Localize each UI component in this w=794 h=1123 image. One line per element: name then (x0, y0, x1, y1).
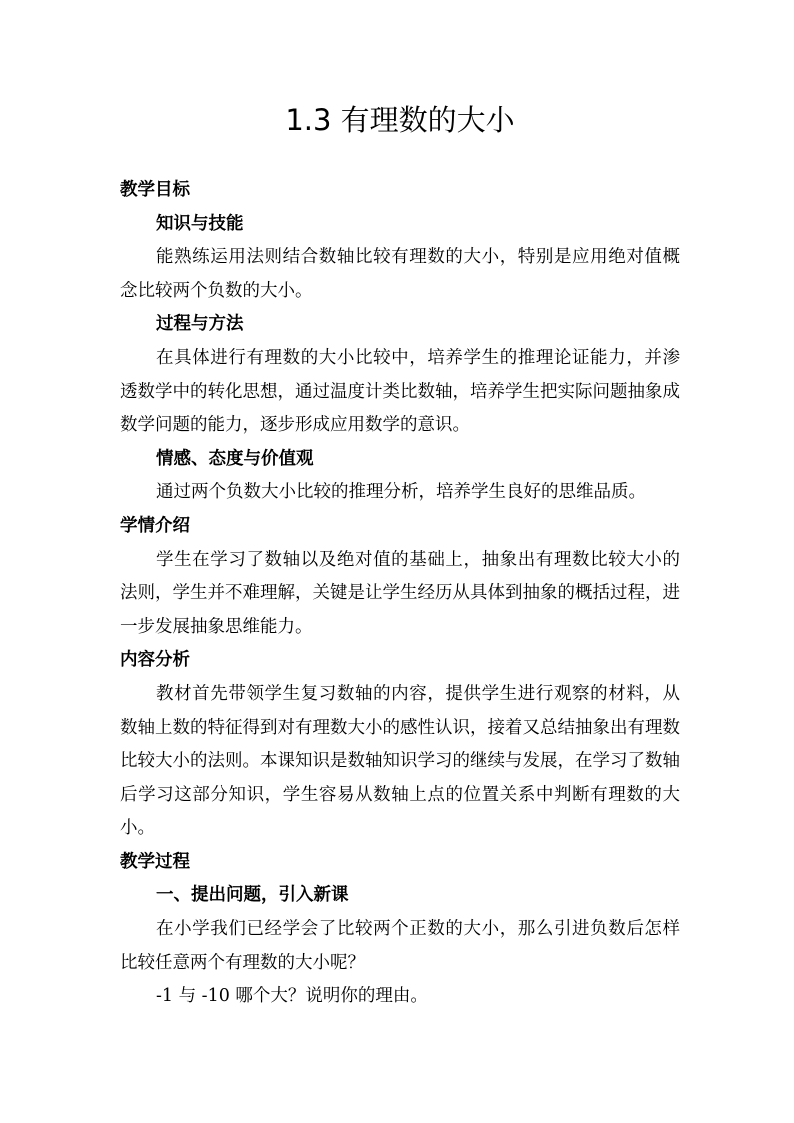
subheading-knowledge: 知识与技能 (156, 213, 244, 234)
paragraph-process-method: 在具体进行有理数的大小比较中，培养学生的推理论证能力，并渗透数学中的转化思想，通过温度计类比数轴，培养学生把实际问题抽象成数学问题的能力，逐步形成应用数学的意识。 (120, 347, 680, 436)
section-heading-objectives: 教学目标 (120, 180, 190, 200)
paragraph-content: 教材首先带领学生复习数轴的内容，提供学生进行观察的材料，从数轴上数的特征得到对有理数大小的感性认识，接着又总结抽象出有理数比较大小的法则。本课知识是数轴知识学习的继续与发展，在学习了数轴后学习这部分知识，学生容易从数轴上点的位置关系中判断有理数的大小。 (120, 683, 680, 839)
document-body (120, 174, 680, 1014)
paragraph-step1: 在小学我们已经学会了比较两个正数的大小，那么引进负数后怎样比较任意两个有理数的大小呢？ (120, 919, 680, 973)
section-heading-process: 教学过程 (120, 851, 190, 872)
section-heading-content: 内容分析 (120, 650, 190, 671)
subheading-process-method: 过程与方法 (156, 314, 244, 335)
section-heading-student: 学情介绍 (120, 515, 190, 536)
subheading-step1: 一、提出问题，引入新课 (156, 885, 349, 906)
subheading-emotion: 情感、态度与价值观 (156, 448, 314, 469)
document-title: 1.3 有理数的大小 (285, 103, 515, 137)
paragraph-question: -1 与 -10 哪个大？说明你的理由。 (156, 986, 428, 1007)
paragraph-emotion: 通过两个负数大小比较的推理分析，培养学生良好的思维品质。 (156, 482, 646, 503)
paragraph-knowledge: 能熟练运用法则结合数轴比较有理数的大小，特别是应用绝对值概念比较两个负数的大小。 (120, 247, 680, 301)
paragraph-student: 学生在学习了数轴以及绝对值的基础上，抽象出有理数比较大小的法则，学生并不难理解，关键是让学生经历从具体到抽象的概括过程，进一步发展抽象思维能力。 (120, 549, 680, 637)
